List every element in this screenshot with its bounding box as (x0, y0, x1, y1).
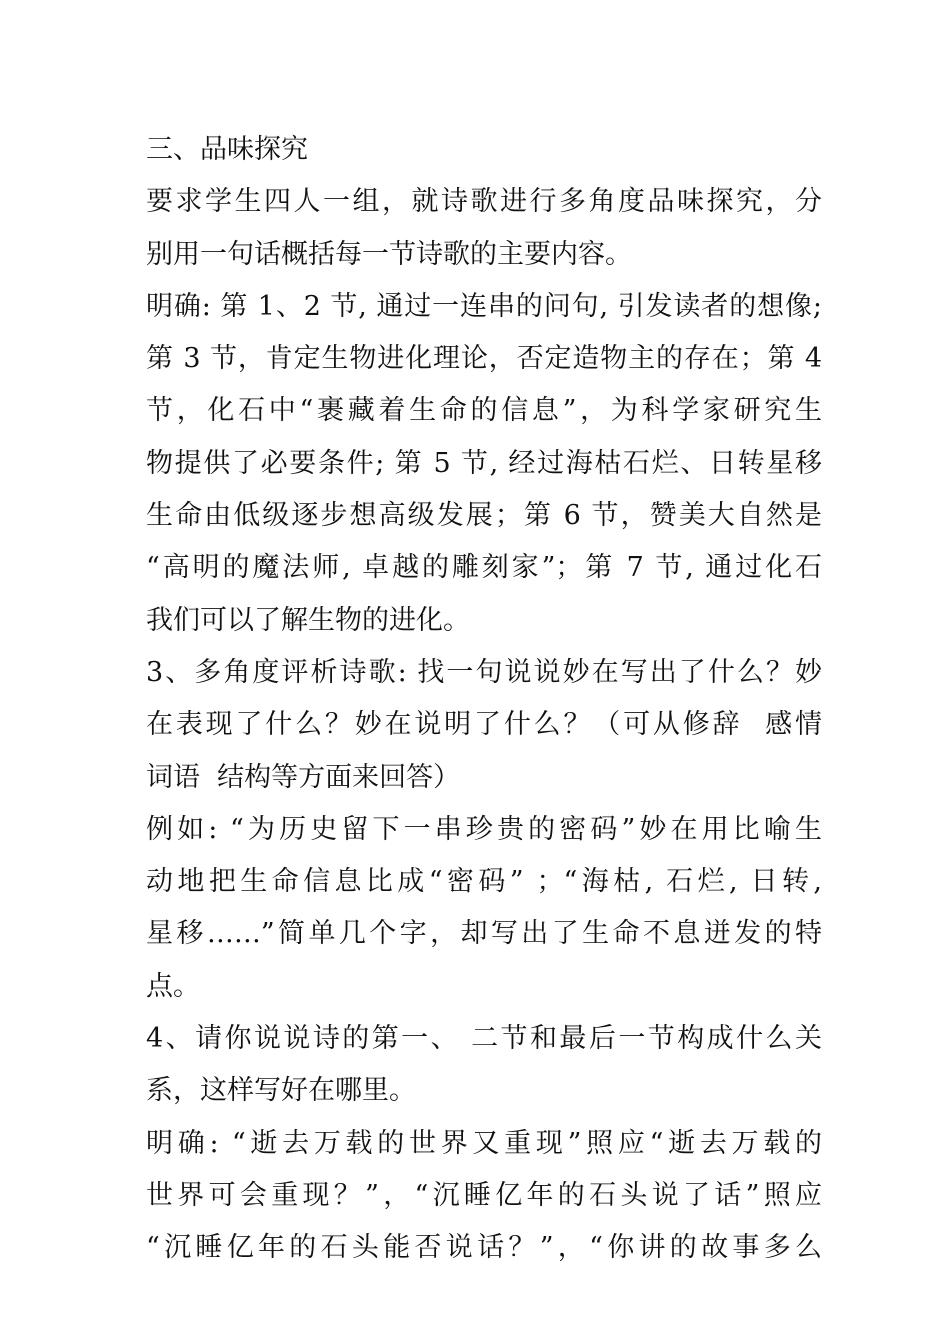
text-line: 节，化石中“裹藏着生命的信息”，为科学家研究生 (146, 395, 822, 427)
text-line: “高明的魔法师, 卓越的雕刻家”；第 7 节, 通过化石 (146, 552, 822, 584)
text-line: 别用一句话概括每一节诗歌的主要内容。 (146, 238, 632, 270)
text-line: 点。 (146, 970, 200, 1002)
text-line: 物提供了必要条件; 第 5 节, 经过海枯石烂、日转星移 (146, 447, 822, 479)
section-heading: 三、品味探究 (146, 134, 308, 165)
text-line: 我们可以了解生物的进化。 (146, 604, 470, 636)
document-body (146, 124, 822, 1275)
text-line: 3、多角度评析诗歌: 找一句说说妙在写出了什么？妙 (146, 656, 822, 688)
text-line: 动地把生命信息比成“密码” ；“海枯, 石烂, 日转, (146, 866, 822, 898)
text-line: 明确: 第 1、2 节, 通过一连串的问句, 引发读者的想像; (146, 290, 822, 322)
text-line: 要求学生四人一组，就诗歌进行多角度品味探究，分 (146, 186, 822, 218)
text-line: “沉睡亿年的石头能否说话？”，“你讲的故事多么 (146, 1232, 822, 1264)
text-line: 星移……”简单几个字，却写出了生命不息迸发的特 (146, 918, 822, 950)
text-line: 词语 结构等方面来回答） (146, 761, 461, 793)
text-line: 例如: “为历史留下一串珍贵的密码”妙在用比喻生 (146, 813, 822, 845)
text-line: 第 3 节，肯定生物进化理论，否定造物主的存在；第 4 (146, 343, 822, 375)
text-line: 世界可会重现？”，“沉睡亿年的石头说了话”照应 (146, 1179, 822, 1211)
text-line: 在表现了什么？妙在说明了什么？（可从修辞 感情 (146, 709, 822, 741)
text-line: 4、请你说说诗的第一、 二节和最后一节构成什么关 (146, 1023, 822, 1055)
text-line: 明确: “逝去万载的世界又重现”照应“逝去万载的 (146, 1127, 822, 1159)
text-line: 生命由低级逐步想高级发展；第 6 节，赞美大自然是 (146, 500, 822, 532)
text-line: 系，这样写好在哪里。 (146, 1075, 416, 1107)
